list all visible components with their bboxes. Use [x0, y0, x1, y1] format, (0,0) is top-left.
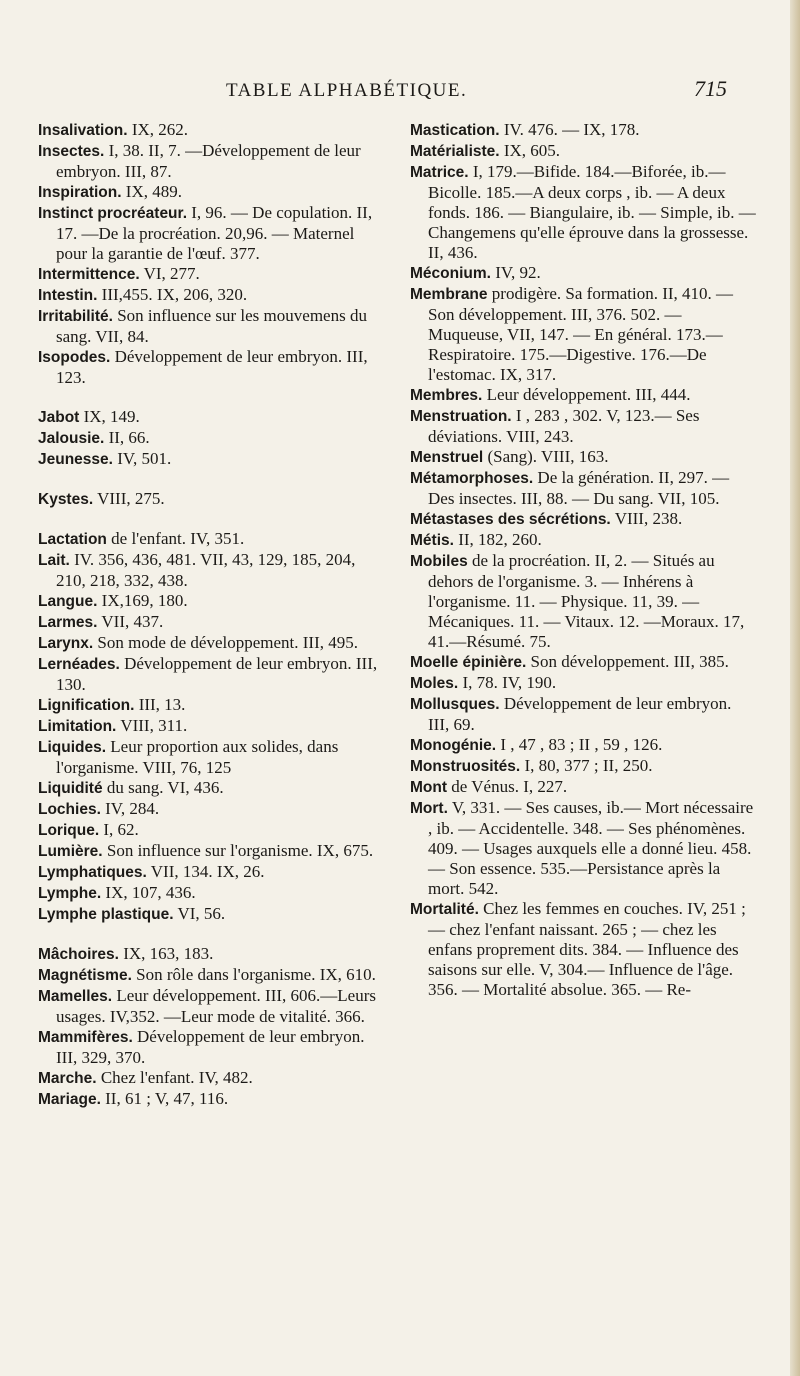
entry-heading: Mastication.	[410, 122, 500, 139]
entry-heading: Isopodes.	[38, 349, 111, 366]
index-entry	[410, 798, 756, 899]
index-entry	[38, 347, 384, 388]
section-gap	[38, 388, 384, 407]
index-entry	[38, 1027, 384, 1068]
index-entry	[410, 694, 756, 735]
entry-references: prodigère. Sa formation. II, 410. — Son développement. III, 376. 502. — Muqueuse, VII, 147. — En général. 173.—Respiratoire. 175.—Digestive. 176.—De l'estomac. IX, 317.	[428, 284, 734, 384]
entry-references: VI, 56.	[177, 904, 226, 923]
entry-references: IX, 163, 183.	[123, 944, 214, 963]
entry-references: Développement de leur embryon. III, 69.	[428, 694, 732, 734]
entry-heading: Métastases des sécrétions.	[410, 511, 611, 528]
index-entry	[410, 141, 756, 162]
page-header	[0, 76, 800, 110]
index-entry	[38, 120, 384, 141]
entry-heading: Menstruel	[410, 449, 484, 466]
entry-references: II, 61 ; V, 47, 116.	[105, 1089, 229, 1108]
index-entry	[410, 735, 756, 756]
entry-heading: Monstruosités.	[410, 758, 521, 775]
index-entry	[410, 652, 756, 673]
index-entry	[410, 673, 756, 694]
index-entry	[38, 182, 384, 203]
entry-heading: Insectes.	[38, 143, 105, 160]
entry-references: de Vénus. I, 227.	[451, 777, 568, 796]
entry-heading: Irritabilité.	[38, 308, 113, 325]
index-entry	[38, 449, 384, 470]
entry-references: Développement de leur embryon. III, 130.	[56, 654, 378, 694]
index-entry	[38, 306, 384, 347]
index-entry	[38, 550, 384, 591]
entry-references: VIII, 275.	[97, 489, 165, 508]
entry-references: IX, 489.	[125, 182, 182, 201]
entry-references: Son mode de développement. III, 495.	[97, 633, 358, 652]
entry-references: III, 13.	[138, 695, 186, 714]
index-entry	[410, 777, 756, 798]
index-entry	[410, 385, 756, 406]
entry-heading: Mâchoires.	[38, 946, 119, 963]
index-entry	[38, 407, 384, 428]
entry-references: VI, 277.	[143, 264, 200, 283]
entry-references: II, 182, 260.	[458, 530, 542, 549]
entry-references: De la génération. II, 297. — Des insectes. III, 88. — Du sang. VII, 105.	[428, 468, 730, 508]
entry-references: IX, 262.	[131, 120, 189, 139]
entry-references: VIII, 238.	[614, 509, 683, 528]
entry-references: IV. 356, 436, 481. VII, 43, 129, 185, 204, 210, 218, 332, 438.	[56, 550, 356, 590]
entry-references: I , 47 , 83 ; II , 59 , 126.	[500, 735, 663, 754]
entry-references: Leur développement. III, 444.	[486, 385, 691, 404]
entry-references: IX,169, 180.	[101, 591, 188, 610]
entry-heading: Moelle épinière.	[410, 654, 527, 671]
entry-heading: Larynx.	[38, 635, 94, 652]
entry-heading: Menstruation.	[410, 408, 512, 425]
entry-heading: Membrane	[410, 286, 488, 303]
entry-heading: Matrice.	[410, 164, 469, 181]
entry-references: Son influence sur les mouvemens du sang. VII, 84.	[56, 306, 367, 346]
entry-heading: Lernéades.	[38, 656, 120, 673]
entry-heading: Mortalité.	[410, 901, 479, 918]
section-gap	[38, 470, 384, 489]
entry-heading: Limitation.	[38, 718, 117, 735]
entry-references: VII, 134. IX, 26.	[150, 862, 265, 881]
entry-references: I, 96. — De copulation. II, 17. —De la procréation. 20,96. — Maternel pour la garantie de l'œuf. 377.	[56, 203, 373, 263]
index-entry	[38, 654, 384, 695]
index-entry	[38, 695, 384, 716]
entry-references: (Sang). VIII, 163.	[487, 447, 609, 466]
index-entry	[38, 1068, 384, 1089]
index-column-left	[38, 120, 384, 1110]
entry-references: III,455. IX, 206, 320.	[101, 285, 248, 304]
entry-references: Leur proportion aux solides, dans l'organisme. VIII, 76, 125	[56, 737, 339, 777]
index-entry	[38, 428, 384, 449]
entry-references: Développement de leur embryon. III, 329, 370.	[56, 1027, 365, 1067]
index-entry	[38, 489, 384, 510]
entry-heading: Liquidité	[38, 780, 103, 797]
entry-heading: Lochies.	[38, 801, 101, 818]
index-entry	[38, 799, 384, 820]
entry-heading: Marche.	[38, 1070, 97, 1087]
entry-heading: Mobiles	[410, 553, 468, 570]
entry-heading: Instinct procréateur.	[38, 205, 188, 222]
entry-heading: Métamorphoses.	[410, 470, 534, 487]
page-number: 715	[694, 76, 727, 101]
entry-heading: Lorique.	[38, 822, 100, 839]
entry-references: V, 331. — Ses causes, ib.— Mort nécessaire , ib. — Accidentelle. 348. — Ses phénomènes. 409. — Usages auxquels elle a donné lieu. 458. — Son essence. 535.—Persistance après la mort. 542.	[428, 798, 754, 898]
entry-references: VII, 437.	[101, 612, 164, 631]
entry-heading: Insalivation.	[38, 122, 128, 139]
entry-heading: Mort.	[410, 800, 448, 817]
entry-heading: Magnétisme.	[38, 967, 132, 984]
entry-references: IV, 501.	[117, 449, 172, 468]
entry-heading: Lignification.	[38, 697, 135, 714]
entry-heading: Membres.	[410, 387, 483, 404]
entry-references: I, 78. IV, 190.	[462, 673, 557, 692]
entry-heading: Larmes.	[38, 614, 98, 631]
index-entry	[38, 716, 384, 737]
entry-heading: Lymphe.	[38, 885, 102, 902]
index-entry	[38, 986, 384, 1027]
page-edge	[790, 0, 800, 1376]
entry-heading: Mammifères.	[38, 1029, 133, 1046]
index-entry	[38, 264, 384, 285]
entry-references: Son rôle dans l'organisme. IX, 610.	[136, 965, 376, 984]
entry-references: de l'enfant. IV, 351.	[111, 529, 245, 548]
running-title: TABLE ALPHABÉTIQUE.	[226, 80, 468, 101]
index-column-right	[410, 120, 756, 1000]
index-entry	[38, 883, 384, 904]
entry-heading: Intermittence.	[38, 266, 140, 283]
entry-heading: Kystes.	[38, 491, 94, 508]
entry-heading: Langue.	[38, 593, 98, 610]
index-entry	[410, 551, 756, 652]
index-entry	[38, 612, 384, 633]
entry-heading: Méconium.	[410, 265, 491, 282]
entry-references: Chez les femmes en couches. IV, 251 ; — chez l'enfant naissant. 265 ; — chez les enfans proprement dits. 384. — Influence des saisons sur elle. V, 304.— Influence de l'âge. 356. — Mortalité absolue. 365. — Re-	[428, 899, 746, 999]
index-entry	[38, 862, 384, 883]
entry-heading: Liquides.	[38, 739, 107, 756]
index-entry	[410, 509, 756, 530]
entry-heading: Monogénie.	[410, 737, 497, 754]
entry-heading: Lumière.	[38, 843, 103, 860]
entry-heading: Jalousie.	[38, 430, 105, 447]
index-entry	[410, 263, 756, 284]
index-entry	[410, 899, 756, 1000]
entry-heading: Mariage.	[38, 1091, 101, 1108]
entry-references: Leur développement. III, 606.—Leurs usages. IV,352. —Leur mode de vitalité. 366.	[56, 986, 376, 1026]
entry-references: I, 179.—Bifide. 184.—Biforée, ib.—Bicolle. 185.—A deux corps , ib. — A deux fonds. 186. — Biangulaire, ib. — Simple, ib. — Changemens qu'elle éprouve dans la grossesse. II, 436.	[428, 162, 756, 262]
index-entry	[38, 841, 384, 862]
entry-references: IV. 476. — IX, 178.	[503, 120, 640, 139]
entry-heading: Métis.	[410, 532, 454, 549]
entry-heading: Lait.	[38, 552, 70, 569]
section-gap	[38, 510, 384, 529]
entry-references: Son développement. III, 385.	[530, 652, 729, 671]
entry-heading: Mollusques.	[410, 696, 500, 713]
entry-references: VIII, 311.	[120, 716, 188, 735]
index-entry	[410, 120, 756, 141]
entry-heading: Jabot	[38, 409, 80, 426]
entry-references: du sang. VI, 436.	[106, 778, 224, 797]
index-entry	[38, 203, 384, 264]
entry-references: IX, 605.	[503, 141, 561, 160]
index-entry	[38, 285, 384, 306]
index-entry	[38, 778, 384, 799]
entry-heading: Lymphatiques.	[38, 864, 147, 881]
index-entry	[410, 447, 756, 468]
index-entry	[38, 944, 384, 965]
entry-references: II, 66.	[108, 428, 150, 447]
entry-heading: Matérialiste.	[410, 143, 500, 160]
entry-heading: Inspiration.	[38, 184, 122, 201]
index-entry	[410, 162, 756, 263]
index-entry	[410, 468, 756, 509]
entry-references: de la procréation. II, 2. — Situés au dehors de l'organisme. 3. — Inhérens à l'organisme. 11. — Physique. 11, 39. — Mécaniques. 11. — Vitaux. 12. —Moraux. 17, 41.—Résumé. 75.	[428, 551, 745, 651]
index-entry	[38, 529, 384, 550]
section-gap	[38, 925, 384, 944]
index-entry	[38, 965, 384, 986]
entry-references: IX, 107, 436.	[105, 883, 196, 902]
index-entry	[38, 820, 384, 841]
index-entry	[38, 737, 384, 778]
entry-references: Développement de leur embryon. III, 123.	[56, 347, 368, 387]
index-entry	[410, 756, 756, 777]
entry-heading: Jeunesse.	[38, 451, 113, 468]
entry-references: IV, 284.	[105, 799, 160, 818]
entry-references: IX, 149.	[83, 407, 140, 426]
entry-references: I, 38. II, 7. —Développement de leur embryon. III, 87.	[56, 141, 361, 181]
entry-references: IV, 92.	[495, 263, 541, 282]
index-entry	[410, 406, 756, 447]
index-entry	[410, 530, 756, 551]
index-entry	[38, 904, 384, 925]
entry-heading: Intestin.	[38, 287, 98, 304]
index-entry	[38, 633, 384, 654]
entry-heading: Lactation	[38, 531, 107, 548]
entry-references: Chez l'enfant. IV, 482.	[100, 1068, 253, 1087]
entry-heading: Mamelles.	[38, 988, 113, 1005]
entry-references: I, 62.	[103, 820, 139, 839]
index-entry	[38, 1089, 384, 1110]
entry-references: I, 80, 377 ; II, 250.	[524, 756, 653, 775]
entry-references: I , 283 , 302. V, 123.— Ses déviations. VIII, 243.	[428, 406, 700, 446]
entry-heading: Mont	[410, 779, 448, 796]
index-entry	[38, 591, 384, 612]
index-entry	[38, 141, 384, 182]
index-entry	[410, 284, 756, 385]
entry-heading: Lymphe plastique.	[38, 906, 174, 923]
entry-references: Son influence sur l'organisme. IX, 675.	[106, 841, 374, 860]
entry-heading: Moles.	[410, 675, 459, 692]
